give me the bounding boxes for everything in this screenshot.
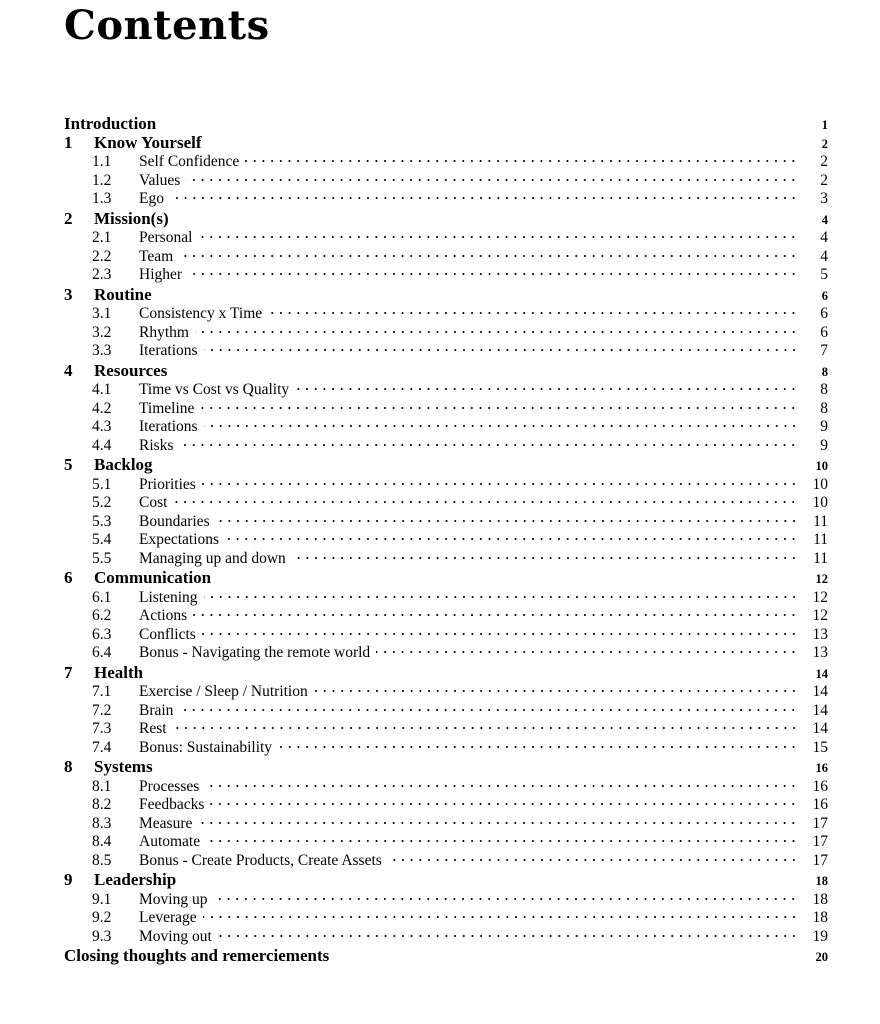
page-number: 8: [821, 364, 828, 379]
entry-number: 8: [64, 757, 73, 776]
toc-chapter-entry[interactable]: [64, 455, 828, 476]
page-number: 16: [812, 777, 828, 795]
toc-section-entry[interactable]: [64, 626, 828, 645]
entry-title: Expectations: [139, 531, 220, 548]
entry-title: Leadership: [94, 870, 177, 889]
dot-leader: [200, 403, 798, 413]
entry-number: 1.3: [92, 190, 112, 207]
entry-title: Managing up and down: [139, 549, 286, 567]
entry-title: Exercise / Sleep / Nutrition: [139, 683, 308, 700]
dot-leader: [204, 592, 798, 602]
toc-section-entry[interactable]: [64, 607, 828, 626]
entry-title: Leverage: [139, 909, 197, 926]
entry-number: 4: [64, 360, 73, 380]
page-number: 14: [812, 720, 828, 737]
entry-number: 9.1: [92, 890, 112, 908]
page-number: 10: [812, 494, 828, 511]
entry-title: Brain: [139, 701, 174, 719]
toc-section-entry[interactable]: [64, 683, 828, 702]
page-number: 7: [820, 342, 828, 359]
table-of-contents: [64, 114, 828, 967]
entry-title: Self Confidence: [139, 153, 240, 170]
page-title: Contents: [64, 2, 270, 49]
entry-number: 1.1: [92, 153, 112, 170]
entry-title: Iterations: [139, 418, 198, 435]
page-number: 10: [815, 459, 828, 473]
dot-leader: [388, 855, 798, 865]
entry-title: Timeline: [139, 399, 195, 417]
entry-number: 1.2: [92, 171, 112, 189]
entry-title: Actions: [139, 607, 188, 624]
entry-title: Health: [94, 662, 144, 682]
page-number: 19: [812, 927, 828, 945]
entry-number: 8.2: [92, 796, 112, 813]
toc-section-entry[interactable]: [64, 891, 828, 910]
toc-section-entry[interactable]: [64, 928, 828, 947]
entry-number: 6.1: [92, 588, 112, 606]
dot-leader: [202, 479, 798, 489]
entry-title: Systems: [94, 757, 153, 776]
dot-leader: [314, 686, 798, 696]
entry-title: Listening: [139, 588, 198, 606]
page-number: 14: [812, 683, 828, 700]
entry-number: 9.3: [92, 927, 112, 945]
page-number: 17: [812, 814, 828, 832]
entry-number: 3.1: [92, 305, 112, 322]
page-number: 14: [815, 666, 828, 681]
toc-section-entry[interactable]: [64, 153, 828, 172]
toc-section-entry[interactable]: [64, 644, 828, 663]
page-number: 6: [821, 288, 828, 303]
dot-leader: [195, 327, 798, 337]
dot-leader: [213, 894, 798, 904]
dot-leader: [245, 156, 798, 166]
entry-number: 6: [64, 568, 73, 587]
toc-section-entry[interactable]: [64, 172, 828, 191]
entry-title: Routine: [94, 284, 152, 304]
toc-chapter-entry[interactable]: [64, 663, 828, 684]
dot-leader: [182, 875, 798, 885]
toc-section-entry[interactable]: [64, 589, 828, 608]
entry-number: 2.3: [92, 266, 112, 283]
dot-leader: [175, 214, 798, 224]
toc-chapter-entry[interactable]: [64, 568, 828, 589]
dot-leader: [173, 366, 798, 376]
dot-leader: [193, 610, 798, 620]
dot-leader: [173, 723, 798, 733]
entry-number: 4.2: [92, 399, 112, 417]
entry-number: 3: [64, 284, 73, 304]
page-number: 11: [813, 512, 828, 530]
dot-leader: [179, 251, 798, 261]
entry-title: Mission(s): [94, 208, 169, 228]
dot-leader: [158, 290, 798, 300]
page-number: 8: [820, 381, 828, 398]
dot-leader: [335, 951, 798, 961]
toc-section-entry[interactable]: [64, 381, 828, 400]
entry-number: 7.1: [92, 683, 112, 700]
entry-number: 6.2: [92, 607, 112, 624]
entry-title: Closing thoughts and remerciements: [64, 946, 330, 965]
dot-leader: [216, 516, 798, 526]
dot-leader: [204, 421, 798, 431]
entry-number: 3.2: [92, 323, 112, 341]
entry-title: Personal: [139, 229, 193, 246]
page-number: 4: [820, 229, 828, 246]
toc-section-entry[interactable]: [64, 739, 828, 758]
dot-leader: [218, 931, 798, 941]
page-number: 6: [820, 305, 828, 322]
toc-section-entry[interactable]: [64, 815, 828, 834]
page-number: 13: [812, 625, 828, 643]
page-number: 12: [812, 607, 828, 624]
toc-section-entry[interactable]: [64, 266, 828, 285]
page-number: 13: [812, 644, 828, 661]
entry-number: 4.4: [92, 436, 112, 454]
page-number: 10: [812, 475, 828, 493]
dot-leader: [268, 308, 798, 318]
entry-title: Priorities: [139, 475, 196, 493]
toc-section-entry[interactable]: [64, 778, 828, 797]
page-number: 12: [815, 572, 828, 586]
page-number: 18: [815, 874, 828, 888]
entry-title: Communication: [94, 568, 212, 587]
entry-number: 5.4: [92, 531, 112, 548]
dot-leader: [162, 119, 798, 129]
entry-title: Boundaries: [139, 512, 210, 530]
entry-title: Ego: [139, 190, 164, 207]
entry-title: Bonus - Create Products, Create Assets: [139, 851, 382, 869]
page-number: 4: [821, 212, 828, 227]
entry-title: Resources: [94, 360, 168, 380]
entry-number: 5.1: [92, 475, 112, 493]
entry-number: 5.3: [92, 512, 112, 530]
entry-title: Bonus: Sustainability: [139, 738, 273, 756]
entry-number: 2.1: [92, 229, 112, 246]
dot-leader: [217, 573, 798, 583]
dot-leader: [210, 799, 798, 809]
toc-section-entry[interactable]: [64, 248, 828, 267]
toc-section-entry[interactable]: [64, 437, 828, 456]
entry-title: Higher: [139, 266, 183, 283]
toc-section-entry[interactable]: [64, 305, 828, 324]
toc-section-entry[interactable]: [64, 531, 828, 550]
page-number: 17: [812, 851, 828, 869]
toc-section-entry[interactable]: [64, 324, 828, 343]
page-number: 16: [812, 796, 828, 813]
toc-chapter-entry[interactable]: [64, 870, 828, 891]
entry-number: 6.4: [92, 644, 112, 661]
page-number: 1: [821, 118, 828, 132]
dot-leader: [179, 440, 798, 450]
entry-number: 8.4: [92, 833, 112, 850]
entry-number: 4.3: [92, 418, 112, 435]
dot-leader: [186, 175, 798, 185]
entry-number: 8.3: [92, 814, 112, 832]
entry-title: Consistency x Time: [139, 305, 263, 322]
entry-number: 7.2: [92, 701, 112, 719]
dot-leader: [292, 553, 798, 563]
page-number: 18: [812, 890, 828, 908]
toc-section-entry[interactable]: [64, 494, 828, 513]
toc-chapter-entry[interactable]: [64, 133, 828, 154]
dot-leader: [205, 781, 798, 791]
entry-title: Moving up: [139, 890, 208, 908]
entry-title: Bonus - Navigating the remote world: [139, 644, 371, 661]
toc-section-entry[interactable]: [64, 229, 828, 248]
page-number: 6: [820, 323, 828, 341]
toc-section-entry[interactable]: [64, 833, 828, 852]
toc-chapter-entry[interactable]: [64, 757, 828, 778]
dot-leader: [278, 742, 798, 752]
toc-chapter-entry[interactable]: [64, 285, 828, 306]
dot-leader: [198, 232, 798, 242]
dot-leader: [188, 269, 798, 279]
entry-title: Risks: [139, 436, 174, 454]
entry-title: Team: [139, 247, 174, 265]
entry-title: Conflicts: [139, 625, 196, 643]
entry-number: 5.5: [92, 549, 112, 567]
entry-title: Rest: [139, 720, 167, 737]
entry-title: Introduction: [64, 114, 157, 133]
toc-section-entry[interactable]: [64, 909, 828, 928]
dot-leader: [203, 912, 798, 922]
toc-section-entry[interactable]: [64, 720, 828, 739]
entry-title: Moving out: [139, 927, 212, 945]
toc-chapter-entry[interactable]: [64, 946, 828, 967]
dot-leader: [173, 497, 798, 507]
toc-section-entry[interactable]: [64, 342, 828, 361]
page-number: 5: [820, 266, 828, 283]
dot-leader: [149, 668, 798, 678]
entry-number: 3.3: [92, 342, 112, 359]
toc-chapter-entry[interactable]: [64, 361, 828, 382]
dot-leader: [159, 762, 798, 772]
dot-leader: [206, 836, 798, 846]
page-number: 17: [812, 833, 828, 850]
entry-title: Feedbacks: [139, 796, 205, 813]
page-number: 9: [820, 418, 828, 435]
page-number: 4: [820, 247, 828, 265]
entry-title: Know Yourself: [94, 132, 202, 152]
toc-section-entry[interactable]: [64, 400, 828, 419]
page-number: 12: [812, 588, 828, 606]
entry-title: Time vs Cost vs Quality: [139, 381, 290, 398]
dot-leader: [225, 534, 798, 544]
dot-leader: [170, 193, 798, 203]
toc-section-entry[interactable]: [64, 418, 828, 437]
entry-number: 8.5: [92, 851, 112, 869]
toc-section-entry[interactable]: [64, 852, 828, 871]
entry-number: 6.3: [92, 625, 112, 643]
dot-leader: [376, 647, 798, 657]
entry-title: Measure: [139, 814, 193, 832]
toc-section-entry[interactable]: [64, 190, 828, 209]
toc-section-entry[interactable]: [64, 702, 828, 721]
entry-number: 9.2: [92, 909, 112, 926]
dot-leader: [295, 384, 798, 394]
entry-title: Cost: [139, 494, 168, 511]
toc-section-entry[interactable]: [64, 476, 828, 495]
entry-number: 1: [64, 132, 73, 152]
entry-title: Processes: [139, 777, 200, 795]
entry-number: 7.3: [92, 720, 112, 737]
dot-leader: [202, 629, 798, 639]
dot-leader: [159, 460, 798, 470]
entry-title: Automate: [139, 833, 201, 850]
dot-leader: [198, 818, 798, 828]
toc-section-entry[interactable]: [64, 513, 828, 532]
entry-number: 2: [64, 208, 73, 228]
entry-title: Values: [139, 171, 181, 189]
entry-title: Iterations: [139, 342, 198, 359]
entry-number: 9: [64, 870, 73, 889]
page-number: 2: [820, 171, 828, 189]
page-number: 14: [812, 701, 828, 719]
dot-leader: [208, 138, 798, 148]
toc-section-entry[interactable]: [64, 550, 828, 569]
page-number: 15: [812, 738, 828, 756]
page-number: 11: [813, 531, 828, 548]
page-number: 2: [821, 136, 828, 151]
page-number: 20: [815, 950, 828, 964]
dot-leader: [204, 345, 798, 355]
page-number: 11: [813, 549, 828, 567]
entry-number: 7.4: [92, 738, 112, 756]
page-number: 8: [820, 399, 828, 417]
entry-number: 7: [64, 662, 73, 682]
toc-chapter-entry[interactable]: [64, 114, 828, 133]
entry-number: 2.2: [92, 247, 112, 265]
page-number: 2: [820, 153, 828, 170]
page-number: 3: [820, 190, 828, 207]
page-number: 18: [812, 909, 828, 926]
entry-number: 4.1: [92, 381, 112, 398]
page-number: 9: [820, 436, 828, 454]
entry-title: Rhythm: [139, 323, 189, 341]
entry-number: 8.1: [92, 777, 112, 795]
toc-chapter-entry[interactable]: [64, 209, 828, 230]
page-number: 16: [815, 761, 828, 775]
toc-section-entry[interactable]: [64, 796, 828, 815]
entry-number: 5.2: [92, 494, 112, 511]
entry-number: 5: [64, 455, 73, 474]
dot-leader: [179, 705, 798, 715]
entry-title: Backlog: [94, 455, 153, 474]
